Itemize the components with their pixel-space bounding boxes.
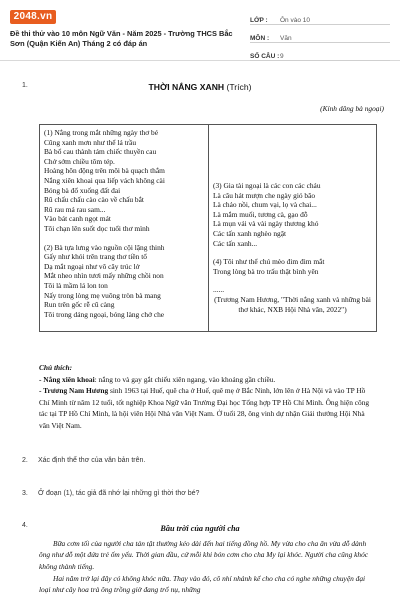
poem-line: (2) Bà tựa lưng vào nguồn cội lặng thinh bbox=[44, 242, 165, 252]
question-3 bbox=[22, 490, 382, 497]
meta-key: LỚP : bbox=[250, 17, 268, 24]
essay-paragraph: Hai năm trở lại đây có không khóc nữa. Thay vào đó, cô nhí nhảnh kể cho cha có nghe những chuyện đại loại như cây hoa trà ông trồng giờ đang trổ nụ, những bbox=[39, 574, 366, 595]
meta-value: Ôn vào 10 bbox=[280, 17, 310, 24]
essay-title: Bầu trời của người cha bbox=[160, 524, 240, 533]
page-header bbox=[0, 0, 400, 61]
poem-line: Nắng xiên khoai qua liếp vách không cài bbox=[44, 175, 165, 185]
poem-left-column bbox=[40, 125, 209, 331]
poem-line: Rũ chấu chấu cào cào về chấu bắt bbox=[44, 195, 144, 205]
poem-line: Chở sớm chiều tôm tép. bbox=[44, 156, 115, 166]
question-2 bbox=[22, 457, 382, 464]
poem-line: Tôi trong dáng ngoại, bóng làng chở che bbox=[44, 309, 165, 319]
note-term: - Nắng xiên khoai bbox=[39, 374, 95, 384]
meta-row-count bbox=[250, 46, 390, 61]
poem-line: Hoàng hôn động trên môi bà quạch thắm bbox=[44, 166, 165, 176]
poem-title-main: THỜI NẮNG XANH bbox=[148, 82, 225, 92]
site-logo[interactable]: 2048.vn bbox=[10, 10, 56, 24]
question-text: Xác định thể thơ của văn bản trên. bbox=[38, 457, 146, 464]
question-text: Ở đoạn (1), tác giả đã nhớ lại những gì thời thơ bé? bbox=[38, 490, 200, 497]
note-term: - Trương Nam Hương bbox=[39, 386, 109, 396]
poem-line: Là mắm muối, tương cà, gạo đỗ bbox=[213, 209, 308, 219]
poem-stanza bbox=[213, 257, 372, 276]
poem-line: Các tấn xanh nghèo ngặt bbox=[213, 228, 287, 238]
poem-line: Bà bổ cau thành tám chiếc thuyền cau bbox=[44, 147, 157, 157]
document-title: Đề thi thử vào 10 môn Ngữ Văn - Năm 2025 - Trường THCS Bắc Sơn (Quận Kiến An) Tháng 2 có đáp án bbox=[10, 29, 233, 48]
poem-stanza bbox=[44, 128, 204, 234]
poem-stanza bbox=[44, 243, 204, 320]
poem-line: Là chảo nồi, chum vại, lọ và chai... bbox=[213, 200, 317, 210]
poem-line: Nấy trong lòng mẹ vuông tròn bà mang bbox=[44, 290, 161, 300]
poem-line: (1) Nắng trong mắt những ngày thơ bé bbox=[44, 128, 159, 137]
poem-right-column bbox=[209, 125, 376, 331]
essay-paragraph: Bữa cơm tối của người cha tản tật thường kéo dài đến hai tiếng đồng hồ. My vừa cho cha ăn vừa dỗ dành ông như dỗ một đứa trẻ ốm yếu. Thời gian đầu, cứ mỗi khi bón cơm cho cha My lại khóc. Người cha cũng khóc không thành tiếng. bbox=[39, 539, 369, 571]
question-number: 2. bbox=[22, 457, 28, 464]
meta-value: 9 bbox=[280, 53, 284, 60]
poem-line: Rũ rau má rau sam... bbox=[44, 204, 106, 214]
meta-key: MÔN : bbox=[250, 35, 270, 42]
poem-table bbox=[39, 124, 377, 332]
poem-line: (4) Tôi như thể chú mèo đim đim mắt bbox=[213, 257, 325, 267]
question-number: 4. bbox=[22, 522, 28, 529]
poem-line: Bóng bà đổ xuống đất đai bbox=[44, 185, 121, 195]
meta-value: Văn bbox=[280, 35, 292, 42]
poem-line: Dạ mắt ngoại như vô cây trúc lở bbox=[44, 261, 140, 271]
note-item bbox=[39, 374, 377, 386]
poem-title bbox=[0, 82, 400, 92]
poem-title-sub: (Trích) bbox=[226, 82, 252, 92]
meta-row-subject bbox=[250, 28, 390, 43]
poem-source: (Trương Nam Hương, "Thời nắng xanh và những bài thơ khác, NXB Hội Nhà văn, 2022") bbox=[214, 294, 371, 314]
poem-line: Tôi là mầm lá lon ton bbox=[44, 280, 108, 290]
poem-line: Gấy như khói trên trang thơ tiền tổ bbox=[44, 252, 147, 262]
notes-section bbox=[39, 362, 377, 432]
poem-line: Là câu hát mượn che ngày gió bão bbox=[213, 190, 316, 200]
poem-line: Mắt nheo nhìn tươi mấy những chồi non bbox=[44, 271, 164, 281]
poem-line: Vào bát canh ngọt mát bbox=[44, 214, 111, 224]
question-number: 1. bbox=[22, 82, 28, 89]
poem-stanza bbox=[213, 181, 372, 248]
note-item bbox=[39, 385, 377, 431]
question-number: 3. bbox=[22, 490, 28, 497]
poem-line: Các tấn xanh... bbox=[213, 238, 258, 248]
note-text: : nắng to và gay gắt chiếu xiên ngang, vào khoảng gần chiều. bbox=[94, 374, 276, 384]
poem-line: (3) Gia tài ngoại là các con các cháu bbox=[213, 181, 321, 190]
poem-dedication: (Kính dâng bà ngoại) bbox=[320, 104, 384, 113]
note-text: sinh 1963 tại Huế, quê cha ở Huế, quê mẹ ở Bắc Ninh, lớn lên ở Hà Nội và vào TP Hồ Chí Minh từ năm 12 tuổi, tốt nghiệp Khoa Ngữ văn Trường Đại học Tổng hợp TP Hồ Chí Minh. Ông hiện công tác tại TP Hồ Chí Minh, là hội viên Hội Nhà văn Việt Nam. Ở tuổi 28, ông vinh dự nhận Giải thưởng Hội Nhà văn Việt Nam. bbox=[39, 386, 370, 430]
poem-line: Cũng xanh mơn như thể lá trầu bbox=[44, 137, 137, 147]
meta-row-class bbox=[250, 10, 390, 25]
poem-line: Trong lòng bà tro trấu thật bình yên bbox=[213, 266, 319, 276]
poem-line: Run trên gốc rễ cũ càng bbox=[44, 300, 115, 310]
meta-key: SỐ CÂU : bbox=[250, 53, 280, 60]
poem-line: Là mụn vải và vài ngày thương khó bbox=[213, 219, 319, 229]
meta-panel bbox=[250, 10, 390, 64]
poem-line: Tôi chạn lên suốt dọc tuổi thơ mình bbox=[44, 223, 150, 233]
notes-heading: Chú thích: bbox=[39, 363, 73, 372]
poem-ellipsis: ...... bbox=[213, 285, 225, 295]
